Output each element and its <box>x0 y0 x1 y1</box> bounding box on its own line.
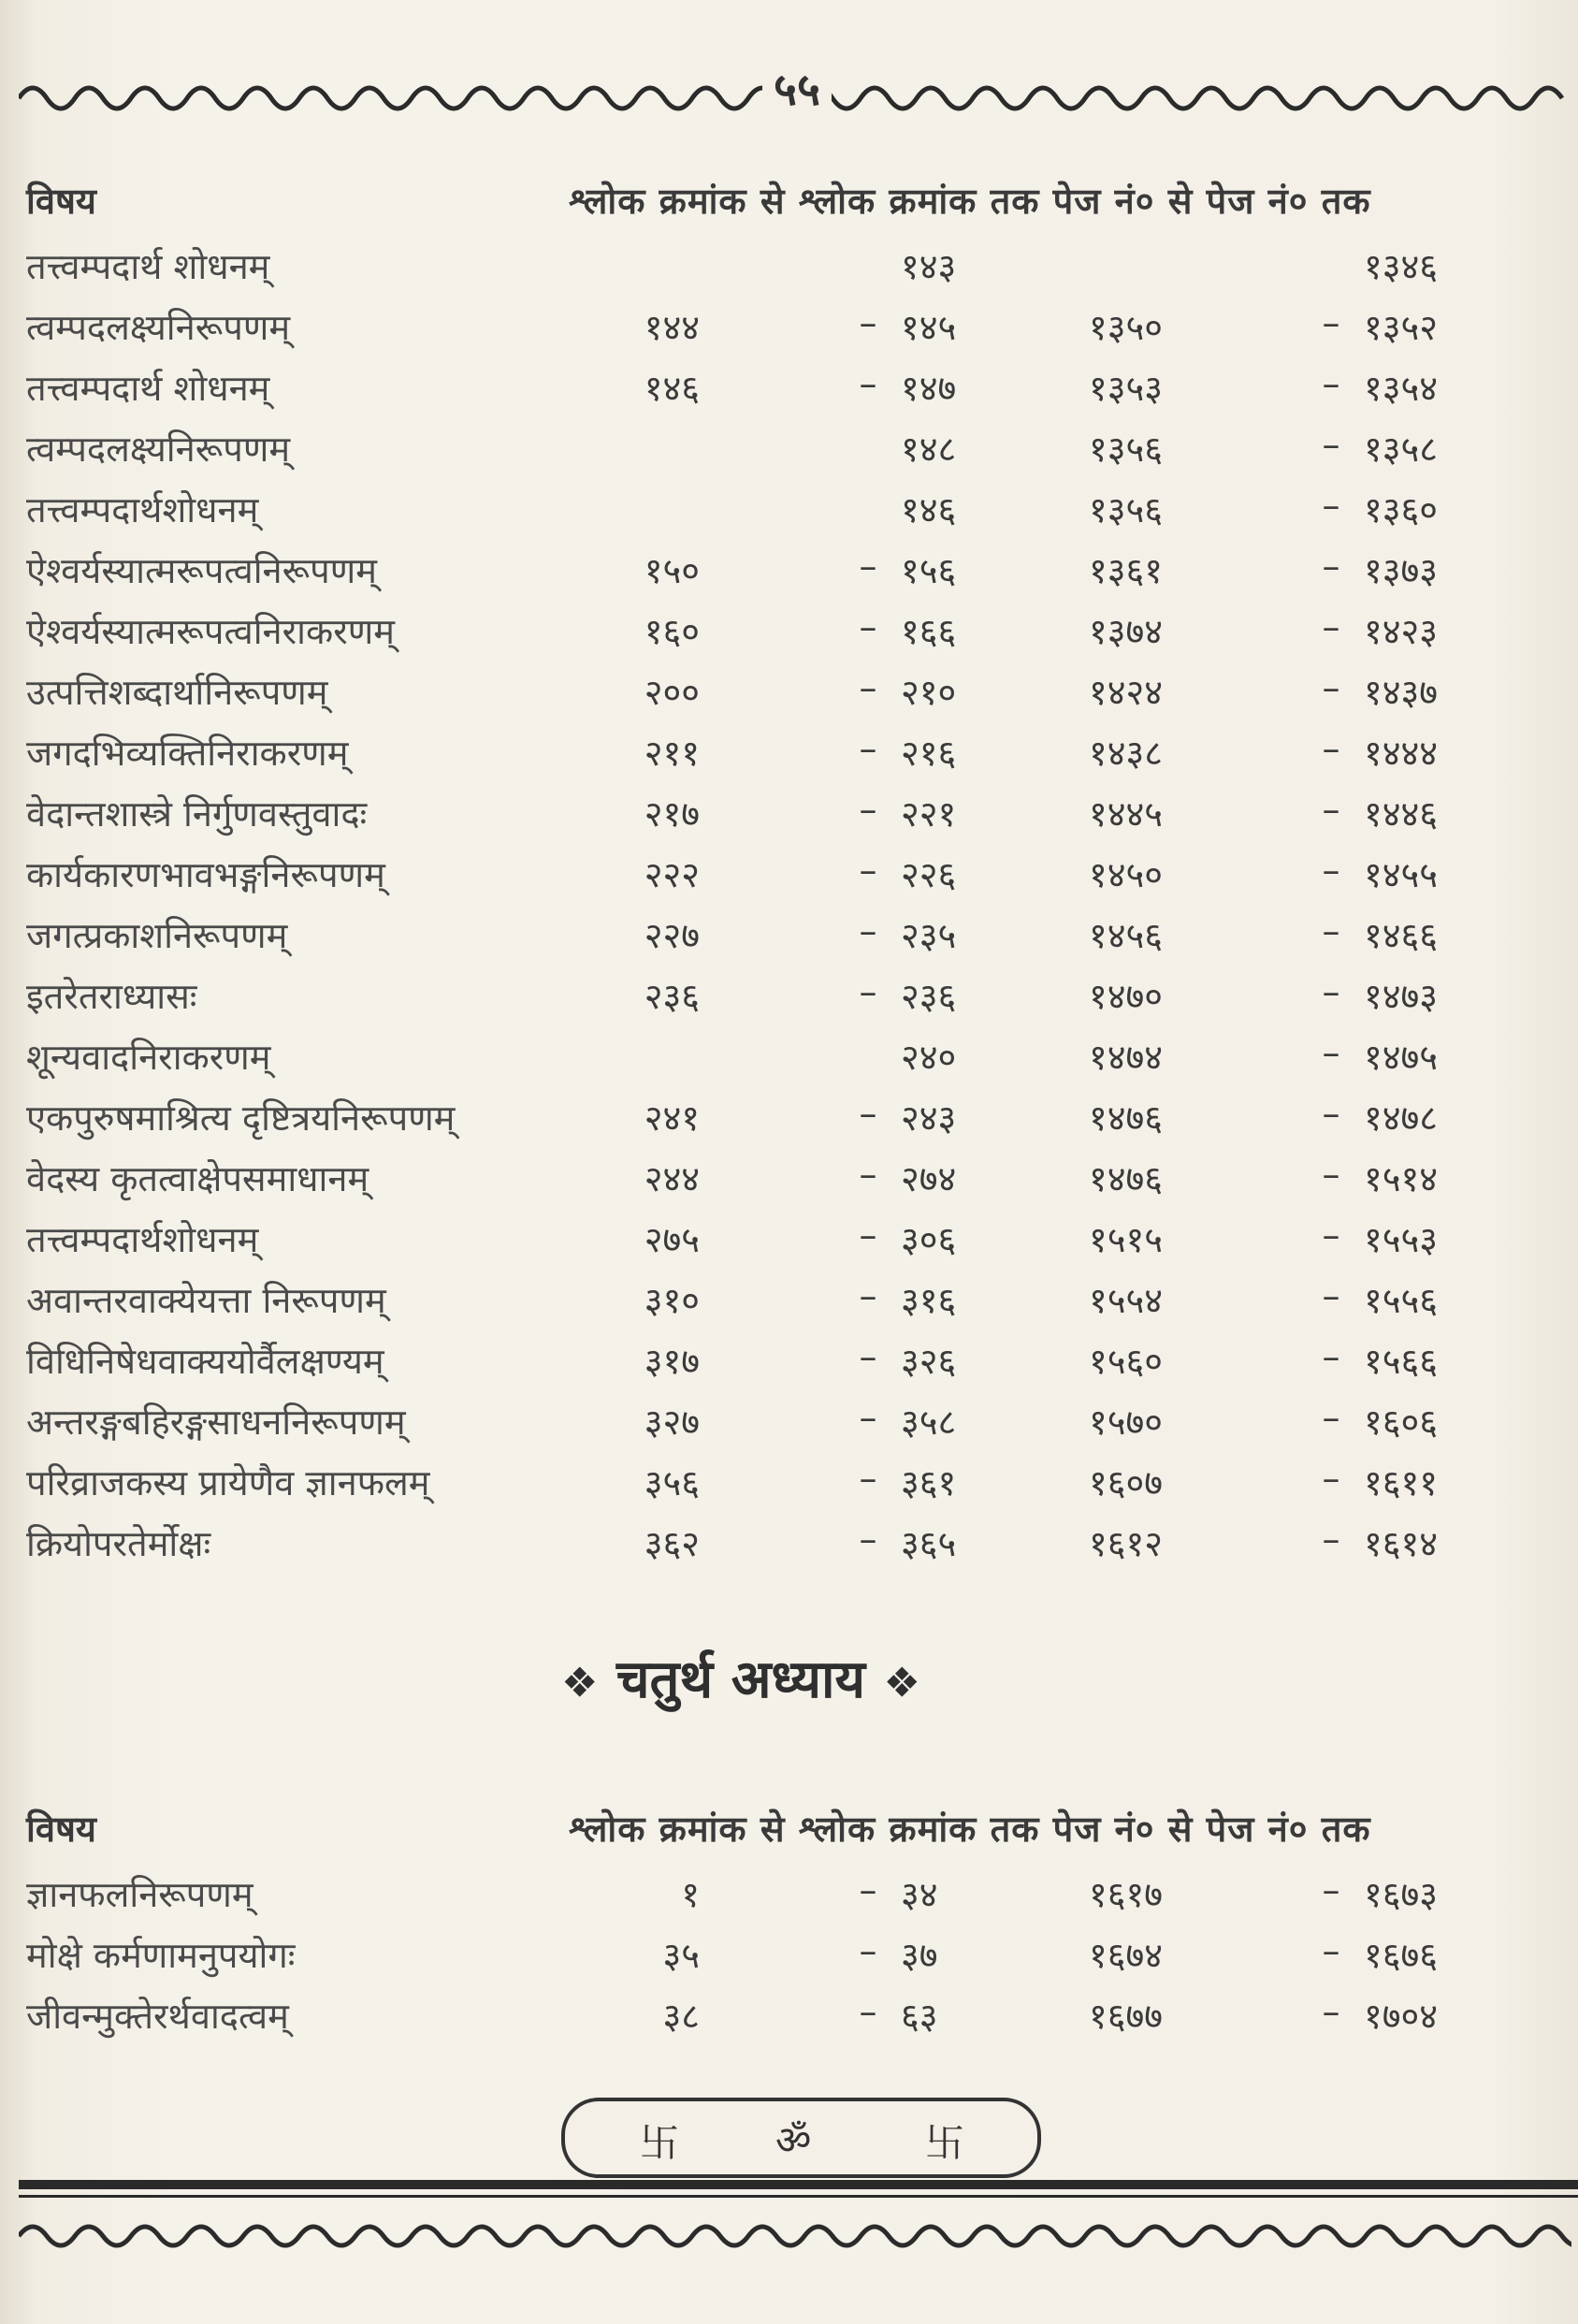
range-dash: – <box>1322 1869 1340 1910</box>
header-columns: श्लोक क्रमांक से श्लोक क्रमांक तक पेज नं० से पेज नं० तक <box>569 181 1371 222</box>
row-subject: तत्त्वम्पदार्थशोधनम् <box>26 1219 259 1260</box>
page-to: १४३७ <box>1364 672 1439 713</box>
shloka-to: १४५ <box>901 307 957 348</box>
page-from: १५१५ <box>1088 1219 1163 1260</box>
page-to: १५५३ <box>1364 1219 1439 1260</box>
shloka-from: ३१० <box>644 1280 700 1321</box>
page-to: १३७३ <box>1364 550 1439 591</box>
page-from: १३५६ <box>1088 489 1163 530</box>
page-from: १५५४ <box>1088 1280 1163 1321</box>
row-subject: ज्ञानफलनिरूपणम् <box>26 1874 253 1915</box>
range-dash: – <box>1322 1032 1340 1073</box>
page-to: १३६० <box>1364 489 1439 530</box>
row-subject: विधिनिषेधवाक्ययोर्वैलक्षण्यम् <box>26 1341 384 1382</box>
row-subject: कार्यकारणभावभङ्गनिरूपणम् <box>26 854 385 895</box>
table-row <box>26 1024 1578 1085</box>
om-icon: ॐ <box>775 2117 812 2163</box>
table-row <box>26 660 1578 720</box>
page-number: ५५ <box>762 58 832 119</box>
shloka-from: ३२७ <box>644 1402 700 1443</box>
shloka-from: २३६ <box>644 976 700 1017</box>
shloka-from: ३१७ <box>644 1341 700 1382</box>
range-dash: – <box>859 302 877 343</box>
range-dash: – <box>859 1275 877 1316</box>
page-from: १६०७ <box>1088 1462 1163 1503</box>
shloka-number: १४३ <box>901 246 957 287</box>
shloka-to: २७४ <box>901 1158 957 1199</box>
shloka-to: ३७ <box>901 1935 938 1976</box>
table-row <box>26 1983 1578 2044</box>
page-to: १४७५ <box>1364 1037 1439 1078</box>
table-header <box>26 1796 1578 1862</box>
shloka-from: २१७ <box>644 793 700 835</box>
ornament-left-icon: ❖ <box>561 1659 599 1707</box>
range-dash: – <box>1322 424 1340 465</box>
row-subject: क्रियोपरतेर्मोक्षः <box>26 1523 211 1564</box>
shloka-from: २७५ <box>644 1219 700 1260</box>
table-row <box>26 477 1578 538</box>
range-dash: – <box>859 728 877 769</box>
header-subject: विषय <box>26 1808 96 1850</box>
header-columns: श्लोक क्रमांक से श्लोक क्रमांक तक पेज नं० से पेज नं० तक <box>569 1808 1371 1850</box>
page-to: १४५५ <box>1364 854 1439 895</box>
row-subject: उत्पत्तिशब्दार्थानिरूपणम् <box>26 672 328 713</box>
range-dash: – <box>1322 485 1340 526</box>
shloka-from: १४६ <box>644 368 700 409</box>
row-subject: ऐश्वर्यस्यात्मरूपत्वनिरूपणम् <box>26 550 377 591</box>
range-dash: – <box>1322 1214 1340 1256</box>
page-to: १३५२ <box>1364 307 1439 348</box>
table-row <box>26 1862 1578 1923</box>
row-subject: ऐश्वर्यस्यात्मरूपत्वनिराकरणम् <box>26 611 395 652</box>
range-dash: – <box>859 1154 877 1195</box>
row-subject: वेदस्य कृतत्वाक्षेपसमाधानम् <box>26 1158 369 1199</box>
table-row <box>26 599 1578 660</box>
range-dash: – <box>859 850 877 891</box>
shloka-from: १५० <box>644 550 700 591</box>
shloka-from: २०० <box>644 672 700 713</box>
shloka-from: १४४ <box>644 307 700 348</box>
shloka-to: २२६ <box>901 854 957 895</box>
range-dash: – <box>1322 1458 1340 1499</box>
shloka-from: १६० <box>644 611 700 652</box>
shloka-to: ३४ <box>901 1874 938 1915</box>
row-subject: वेदान्तशास्त्रे निर्गुणवस्तुवादः <box>26 793 368 835</box>
range-dash: – <box>859 1991 877 2032</box>
range-dash: – <box>859 1930 877 1971</box>
row-subject: जगदभिव्यक्तिनिराकरणम् <box>26 733 349 774</box>
shloka-to: १६६ <box>901 611 957 652</box>
page-from: १३७४ <box>1088 611 1163 652</box>
shloka-from: ३६२ <box>644 1523 700 1564</box>
row-subject: शून्यवादनिराकरणम् <box>26 1037 271 1078</box>
range-dash: – <box>1322 667 1340 708</box>
shloka-to: १४७ <box>901 368 957 409</box>
shloka-number: १४६ <box>901 489 957 530</box>
shloka-from: २४४ <box>644 1158 700 1199</box>
shloka-to: ३६१ <box>901 1462 957 1503</box>
range-dash: – <box>859 1336 877 1377</box>
page-to: १५१४ <box>1364 1158 1439 1199</box>
table-row <box>26 1511 1578 1572</box>
page-to: १६७३ <box>1364 1874 1439 1915</box>
table-row <box>26 1207 1578 1268</box>
range-dash: – <box>1322 1397 1340 1438</box>
swastika-kalash-icon: 卐 <box>925 2120 965 2166</box>
page-from: १६७७ <box>1088 1996 1163 2037</box>
range-dash: – <box>1322 910 1340 951</box>
table-row <box>26 416 1578 477</box>
range-dash: – <box>1322 789 1340 830</box>
shloka-from: २११ <box>644 733 700 774</box>
table-row <box>26 720 1578 781</box>
page-from: १४७० <box>1088 976 1163 1017</box>
page-to: १४४४ <box>1364 733 1439 774</box>
table-row <box>26 903 1578 964</box>
row-subject: अन्तरङ्गबहिरङ्गसाधननिरूपणम् <box>26 1402 406 1443</box>
page-to: १४२३ <box>1364 611 1439 652</box>
table-row <box>26 538 1578 599</box>
divider-thick <box>19 2180 1578 2189</box>
table-row <box>26 1923 1578 1983</box>
page-from: १५६० <box>1088 1341 1163 1382</box>
shloka-from: ३५ <box>662 1935 700 1976</box>
page-from: १५७० <box>1088 1402 1163 1443</box>
page-number-cell: १३४६ <box>1364 246 1439 287</box>
range-dash: – <box>1322 606 1340 647</box>
page-to: १६७६ <box>1364 1935 1439 1976</box>
row-subject: तत्त्वम्पदार्थ शोधनम् <box>26 368 270 409</box>
swastika-kalash-icon: 卐 <box>640 2120 680 2166</box>
page-to: १७०४ <box>1364 1996 1439 2037</box>
page-from: १६१२ <box>1088 1523 1163 1564</box>
row-subject: अवान्तरवाक्येयत्ता निरूपणम् <box>26 1280 386 1321</box>
shloka-to: २४३ <box>901 1097 957 1139</box>
table-row <box>26 1450 1578 1511</box>
range-dash: – <box>1322 302 1340 343</box>
bottom-ornamental-border <box>19 2210 1571 2257</box>
shloka-to: २२१ <box>901 793 957 835</box>
shloka-number: २४० <box>901 1037 957 1078</box>
page-from: १३५६ <box>1088 428 1163 470</box>
shloka-to: २३५ <box>901 915 957 956</box>
page-from: १४५० <box>1088 854 1163 895</box>
section-heading <box>561 1642 920 1713</box>
range-dash: – <box>859 1397 877 1438</box>
page-to: १५५६ <box>1364 1280 1439 1321</box>
page-to: १३५८ <box>1364 428 1439 470</box>
range-dash: – <box>859 910 877 951</box>
range-dash: – <box>1322 1275 1340 1316</box>
range-dash: – <box>859 789 877 830</box>
table-row <box>26 295 1578 356</box>
table-row <box>26 1329 1578 1389</box>
page-from: १४३८ <box>1088 733 1163 774</box>
row-subject: जगत्प्रकाशनिरूपणम् <box>26 915 288 956</box>
range-dash: – <box>859 545 877 587</box>
shloka-to: ३०६ <box>901 1219 957 1260</box>
table-row <box>26 1085 1578 1146</box>
table-row <box>26 234 1578 295</box>
shloka-number: १४८ <box>901 428 957 470</box>
page-to: १४४६ <box>1364 793 1439 835</box>
range-dash: – <box>1322 545 1340 587</box>
range-dash: – <box>1322 1991 1340 2032</box>
table-row <box>26 1389 1578 1450</box>
shloka-from: २२७ <box>644 915 700 956</box>
row-subject: तत्त्वम्पदार्थ शोधनम् <box>26 246 270 287</box>
range-dash: – <box>859 1093 877 1134</box>
emblem-cartouche <box>561 2098 1041 2178</box>
table-row <box>26 781 1578 842</box>
page-to: १४७८ <box>1364 1097 1439 1139</box>
range-dash: – <box>859 606 877 647</box>
shloka-to: ३६५ <box>901 1523 957 1564</box>
range-dash: – <box>1322 1336 1340 1377</box>
page-from: १४५६ <box>1088 915 1163 956</box>
shloka-to: १५६ <box>901 550 957 591</box>
page-from: १६१७ <box>1088 1874 1163 1915</box>
range-dash: – <box>1322 728 1340 769</box>
page-from: १४२४ <box>1088 672 1163 713</box>
shloka-from: ३८ <box>662 1996 700 2037</box>
contents-table-4 <box>26 1796 1578 2044</box>
shloka-to: २३६ <box>901 976 957 1017</box>
page-to: १५६६ <box>1364 1341 1439 1382</box>
row-subject: त्वम्पदलक्ष्यनिरूपणम् <box>26 428 291 470</box>
page-from: १४७६ <box>1088 1097 1163 1139</box>
table-row <box>26 1146 1578 1207</box>
row-subject: तत्त्वम्पदार्थशोधनम् <box>26 489 259 530</box>
range-dash: – <box>859 1214 877 1256</box>
range-dash: – <box>1322 1154 1340 1195</box>
range-dash: – <box>859 1869 877 1910</box>
page-to: १४६६ <box>1364 915 1439 956</box>
table-row <box>26 356 1578 416</box>
header-subject: विषय <box>26 181 96 222</box>
page-from: १४४५ <box>1088 793 1163 835</box>
table-row <box>26 842 1578 903</box>
shloka-from: १ <box>681 1874 700 1915</box>
page-from: १६७४ <box>1088 1935 1163 1976</box>
range-dash: – <box>859 971 877 1012</box>
table-row <box>26 1268 1578 1329</box>
divider-thin <box>19 2195 1578 2198</box>
range-dash: – <box>1322 971 1340 1012</box>
shloka-to: ३५८ <box>901 1402 957 1443</box>
range-dash: – <box>859 363 877 404</box>
page-from: १४७४ <box>1088 1037 1163 1078</box>
range-dash: – <box>1322 363 1340 404</box>
range-dash: – <box>1322 850 1340 891</box>
shloka-to: २१० <box>901 672 957 713</box>
page-to: १३५४ <box>1364 368 1439 409</box>
shloka-to: ३१६ <box>901 1280 957 1321</box>
range-dash: – <box>1322 1518 1340 1560</box>
row-subject: मोक्षे कर्मणामनुपयोगः <box>26 1935 296 1976</box>
page-to: १६११ <box>1364 1462 1439 1503</box>
range-dash: – <box>859 1458 877 1499</box>
contents-table-3 <box>26 168 1578 1572</box>
row-subject: त्वम्पदलक्ष्यनिरूपणम् <box>26 307 291 348</box>
row-subject: एकपुरुषमाश्रित्य दृष्टित्रयनिरूपणम् <box>26 1097 456 1139</box>
shloka-from: २२२ <box>644 854 700 895</box>
table-row <box>26 964 1578 1024</box>
table-header <box>26 168 1578 234</box>
shloka-to: ६३ <box>901 1996 938 2037</box>
page-from: १३६१ <box>1088 550 1163 591</box>
section-heading-text: चतुर्थ अध्याय <box>615 1649 866 1710</box>
page-to: १६१४ <box>1364 1523 1439 1564</box>
range-dash: – <box>1322 1930 1340 1971</box>
page-from: १३५० <box>1088 307 1163 348</box>
ornament-right-icon: ❖ <box>883 1659 920 1707</box>
shloka-to: ३२६ <box>901 1341 957 1382</box>
shloka-to: २१६ <box>901 733 957 774</box>
shloka-from: ३५६ <box>644 1462 700 1503</box>
range-dash: – <box>1322 1093 1340 1134</box>
row-subject: जीवन्मुक्तेरर्थवादत्वम् <box>26 1996 289 2037</box>
page-to: १६०६ <box>1364 1402 1439 1443</box>
range-dash: – <box>859 1518 877 1560</box>
range-dash: – <box>859 667 877 708</box>
row-subject: परिव्राजकस्य प्रायेणैव ज्ञानफलम् <box>26 1462 430 1503</box>
page-to: १४७३ <box>1364 976 1439 1017</box>
page-from: १३५३ <box>1088 368 1163 409</box>
shloka-from: २४१ <box>644 1097 700 1139</box>
page-from: १४७६ <box>1088 1158 1163 1199</box>
row-subject: इतरेतराध्यासः <box>26 976 197 1017</box>
